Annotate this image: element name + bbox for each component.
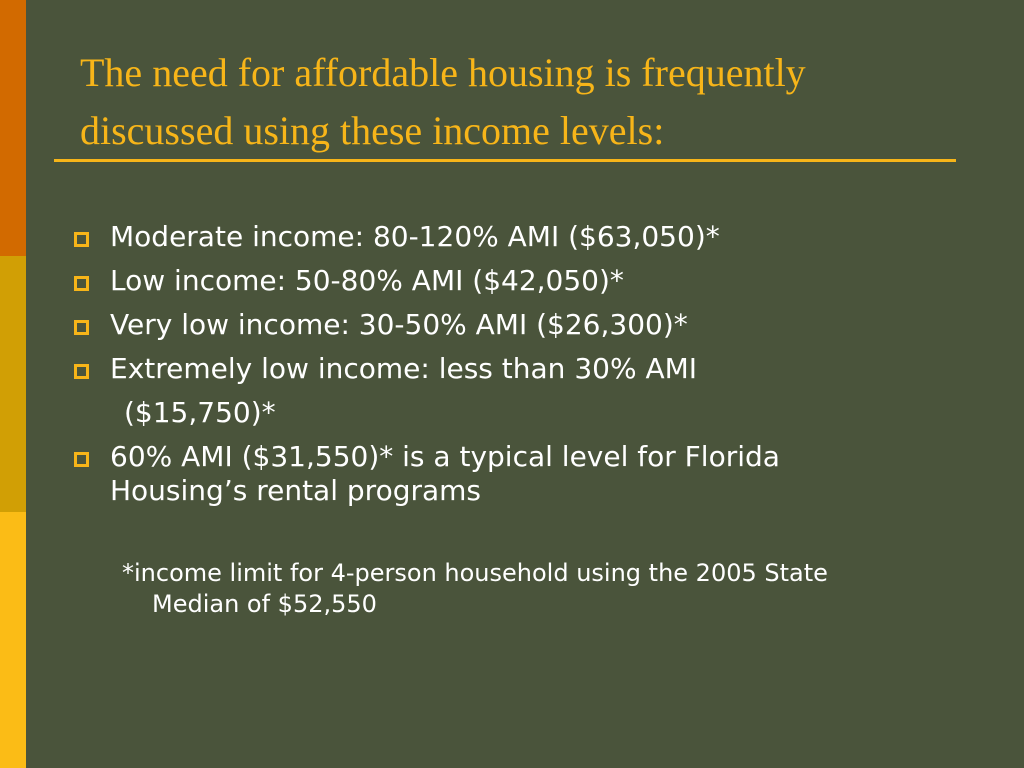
footnote-line: *income limit for 4-person household using the 2005 State [122, 559, 828, 587]
accent-stripe-bottom [0, 512, 26, 768]
title-underline [54, 159, 956, 162]
bullet-text-continuation: Housing’s rental programs [110, 474, 481, 507]
slide-title [80, 44, 960, 160]
bullet-text: Extremely low income: less than 30% AMI [110, 352, 698, 385]
accent-stripe-top [0, 0, 26, 256]
bullet-item-florida-housing [72, 435, 992, 508]
square-bullet-icon [74, 276, 89, 291]
bullet-text: Very low income: 30-50% AMI ($26,300)* [110, 308, 688, 341]
bullet-text-continuation: ($15,750)* [124, 396, 276, 429]
accent-stripe-middle [0, 256, 26, 512]
bullet-item-extremely-low-income [72, 347, 992, 435]
bullet-item-low-income [72, 259, 992, 303]
bullet-text: Moderate income: 80-120% AMI ($63,050)* [110, 220, 720, 253]
bullet-item-moderate-income [72, 215, 992, 259]
title-line: discussed using these income levels: [80, 108, 665, 153]
bullet-text: 60% AMI ($31,550)* is a typical level for Florida [110, 440, 780, 473]
bullet-item-very-low-income [72, 303, 992, 347]
footnote-line: Median of $52,550 [152, 590, 377, 618]
title-line: The need for affordable housing is frequently [80, 50, 806, 95]
bullet-text: Low income: 50-80% AMI ($42,050)* [110, 264, 624, 297]
square-bullet-icon [74, 364, 89, 379]
footnote [122, 558, 1002, 620]
bullet-list [72, 215, 992, 508]
square-bullet-icon [74, 452, 89, 467]
square-bullet-icon [74, 232, 89, 247]
square-bullet-icon [74, 320, 89, 335]
